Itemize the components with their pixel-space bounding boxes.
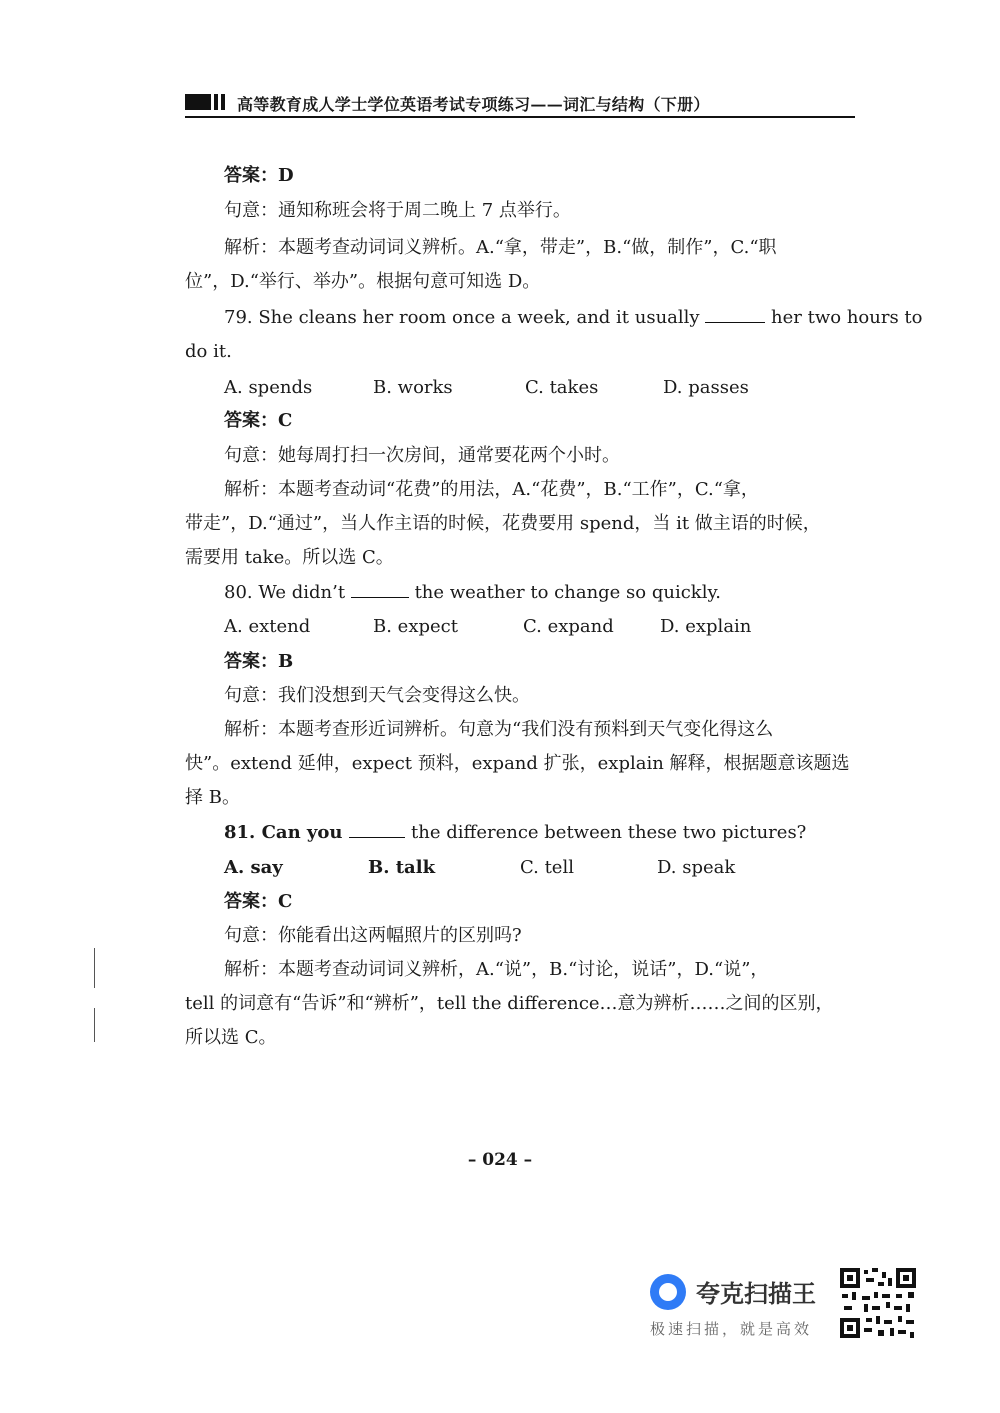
q80-stem: [224, 581, 721, 605]
q80-analysis-line3: 择 B。: [185, 787, 240, 808]
watermark-slogan: 极速扫描，就是高效: [650, 1320, 813, 1338]
q81-stem: [224, 821, 806, 845]
q81-analysis-line3: 所以选 C。: [185, 1027, 277, 1048]
q81-meaning: 句意：你能看出这两幅照片的区别吗?: [224, 925, 522, 946]
page-number: – 024 –: [467, 1150, 533, 1170]
q80-blank: [351, 581, 409, 598]
q80-stem-before: 80. We didn’t: [224, 582, 346, 603]
q81-blank: [349, 821, 405, 838]
q79-analysis-line1: 解析：本题考查动词“花费”的用法，A.“花费”，B.“工作”，C.“拿，: [224, 479, 759, 500]
q80-analysis-line2: 快”。extend 延伸，expect 预料，expand 扩张，explain 解释，根据题意该题选: [185, 753, 850, 774]
q78-analysis-line1: 解析：本题考查动词词义辨析。A.“拿，带走”，B.“做，制作”，C.“职: [224, 237, 777, 258]
header-rule: [185, 116, 855, 118]
header-mark-icon: [185, 94, 225, 110]
q80-option-c: C. expand: [523, 616, 614, 637]
scan-edge-line: [94, 948, 95, 988]
qr-code-icon: [838, 1266, 918, 1340]
q81-stem-after: the difference between these two pictures?: [411, 822, 807, 843]
q81-option-c: C. tell: [520, 857, 574, 878]
q80-option-b: B. expect: [373, 616, 458, 637]
q80-option-d: D. explain: [660, 616, 752, 637]
q80-answer: 答案：B: [224, 651, 294, 672]
q79-answer: 答案：C: [224, 410, 293, 431]
q81-option-a: A. say: [224, 857, 283, 878]
running-header: [185, 90, 855, 118]
q81-option-d: D. speak: [657, 857, 736, 878]
q79-option-c: C. takes: [525, 377, 599, 398]
header-title: 高等教育成人学士学位英语考试专项练习——词汇与结构（下册）: [237, 95, 710, 114]
q79-option-b: B. works: [373, 377, 453, 398]
q81-answer: 答案：C: [224, 891, 293, 912]
q81-option-b: B. talk: [368, 857, 436, 878]
q80-analysis-line1: 解析：本题考查形近词辨析。句意为“我们没有预料到天气变化得这么: [224, 719, 774, 740]
scanner-watermark: [648, 1266, 928, 1346]
q80-meaning: 句意：我们没想到天气会变得这么快。: [224, 685, 530, 706]
q79-blank: [705, 306, 765, 323]
q81-stem-before: 81. Can you: [224, 822, 343, 843]
q78-answer: 答案：D: [224, 165, 294, 186]
q79-meaning: 句意：她每周打扫一次房间，通常要花两个小时。: [224, 445, 620, 466]
q79-analysis-line2: 带走”，D.“通过”，当人作主语的时候，花费要用 spend，当 it 做主语的时候，: [185, 513, 821, 534]
q79-analysis-line3: 需要用 take。所以选 C。: [185, 547, 394, 568]
q79-stem-after: her two hours to: [771, 307, 923, 328]
q81-analysis-line1: 解析：本题考查动词词义辨析，A.“说”，B.“讨论，说话”，D.“说”，: [224, 959, 769, 980]
q79-stem-line2: do it.: [185, 341, 232, 362]
scan-edge-line: [94, 1008, 95, 1042]
q81-analysis-line2: tell 的词意有“告诉”和“辨析”，tell the difference…意为辨析……之间的区别，: [185, 993, 834, 1014]
q79-stem-before: 79. She cleans her room once a week, and it usually: [224, 307, 700, 328]
q79-option-d: D. passes: [663, 377, 749, 398]
quark-logo-icon: [650, 1274, 686, 1310]
q78-analysis-line2: 位”，D.“举行、举办”。根据句意可知选 D。: [185, 271, 541, 292]
q78-meaning: 句意：通知称班会将于周二晚上 7 点举行。: [224, 200, 571, 221]
watermark-app-name: 夸克扫描王: [696, 1280, 816, 1308]
q79-option-a: A. spends: [224, 377, 313, 398]
q79-stem: [224, 306, 922, 330]
q80-option-a: A. extend: [224, 616, 311, 637]
q80-stem-after: the weather to change so quickly.: [414, 582, 721, 603]
